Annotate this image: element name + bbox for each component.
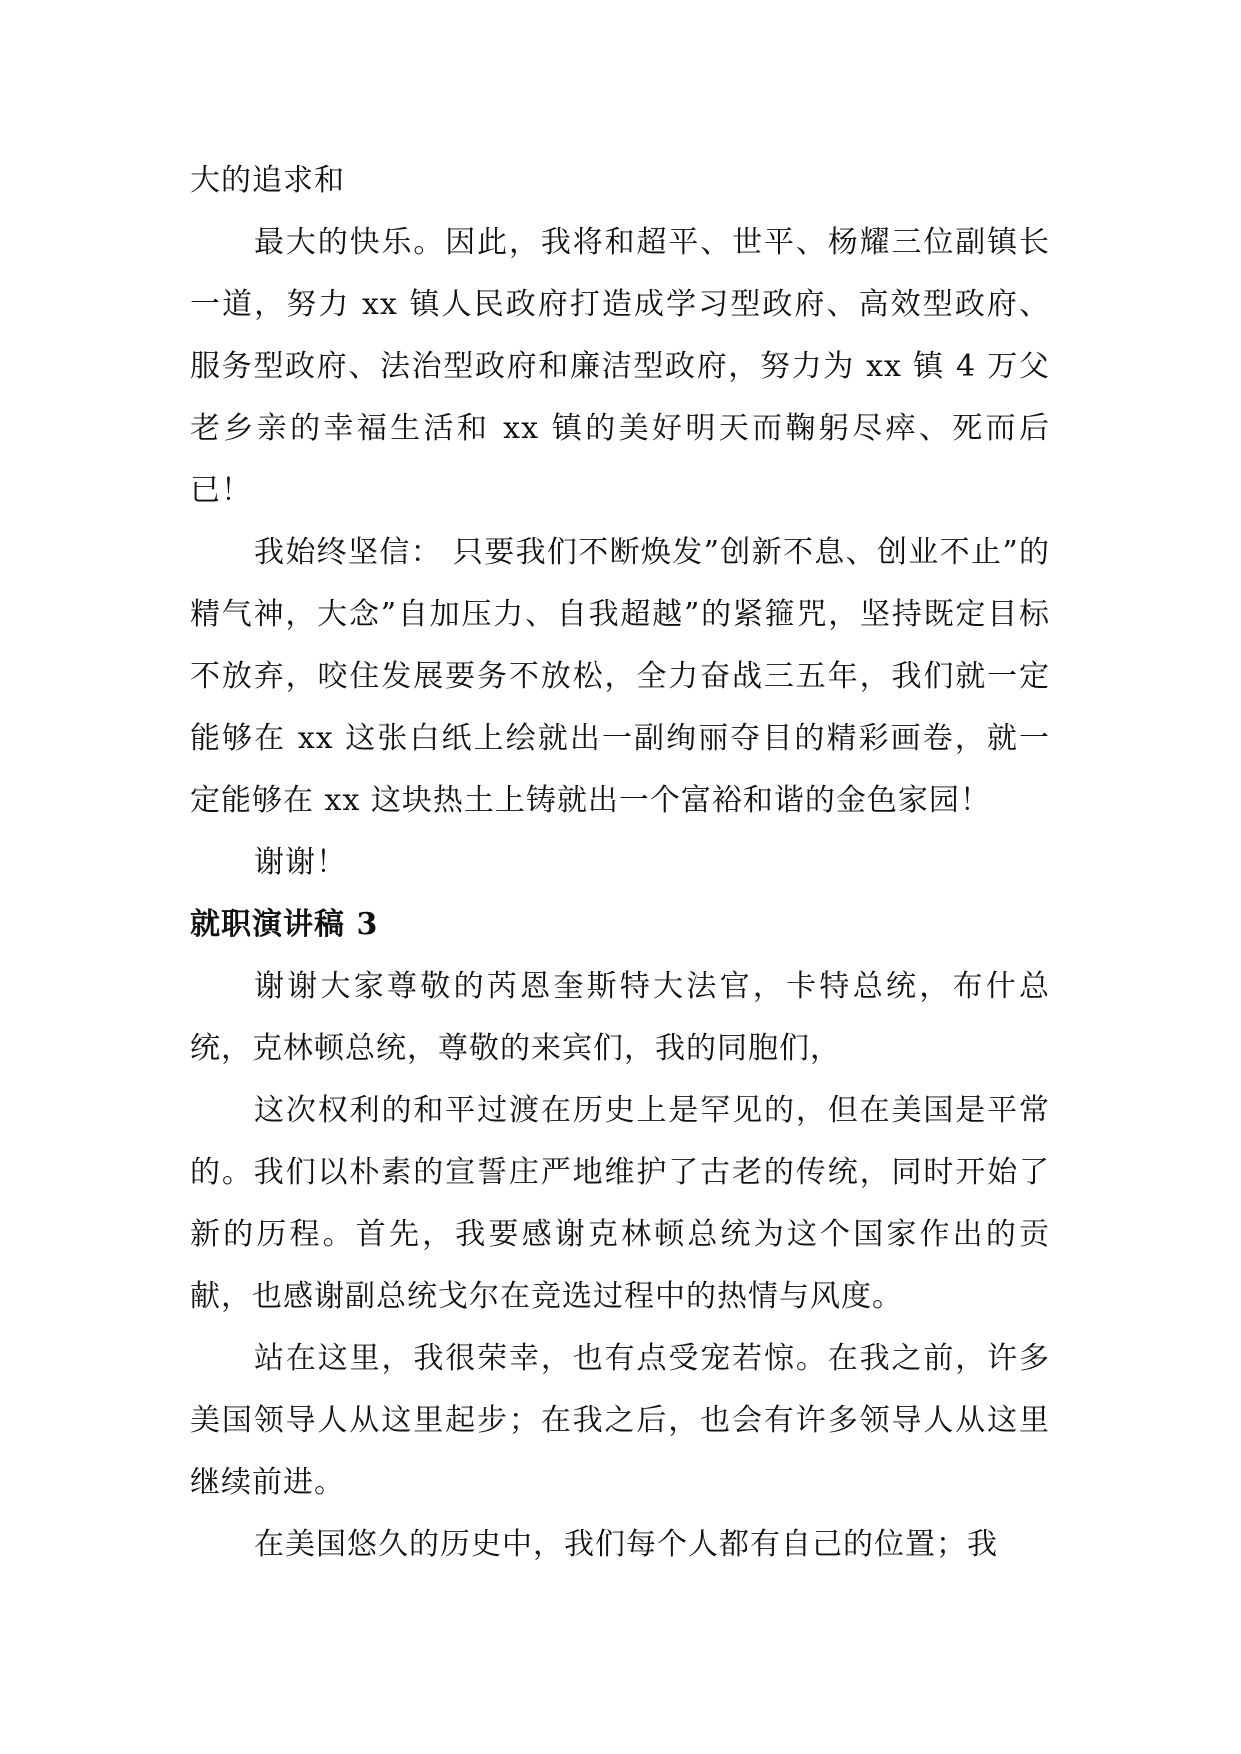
paragraph-history: 在美国悠久的历史中，我们每个人都有自己的位置；我 [254,1527,998,1562]
section-title: 就职演讲稿 3 [190,907,379,942]
paragraph-commitment: 最大的快乐。因此，我将和超平、世平、杨耀三位副镇长一道，努力 xx 镇人民政府打造成学习型政府、高效型政府、服务型政府、法治型政府和廉洁型政府，努力为 xx 镇 4 万父老乡亲的幸福生活和 xx 镇的美好明天而鞠躬尽瘁、死而后已！ [190,225,1050,508]
paragraph-continuation: 大的追求和 [190,163,345,198]
paragraph-greeting: 谢谢大家尊敬的芮恩奎斯特大法官，卡特总统，布什总统，克林顿总统，尊敬的来宾们，我的同胞们， [190,969,1050,1066]
paragraph-belief: 我始终坚信： 只要我们不断焕发”创新不息、创业不止”的精气神，大念”自加压力、自我超越”的紧箍咒，坚持既定目标不放弃，咬住发展要务不放松，全力奋战三五年，我们就一定能够在 xx 这张白纸上绘就出一副绚丽夺目的精彩画卷，就一定能够在 xx 这块热土上铸就出一个富裕和谐的金色家园！ [190,535,1050,818]
document-page [190,150,1050,1576]
paragraph-honor: 站在这里，我很荣幸，也有点受宠若惊。在我之前，许多美国领导人从这里起步；在我之后，也会有许多领导人从这里继续前进。 [190,1341,1050,1500]
paragraph-thanks: 谢谢！ [254,845,347,880]
paragraph-transition: 这次权利的和平过渡在历史上是罕见的，但在美国是平常的。我们以朴素的宣誓庄严地维护了古老的传统，同时开始了新的历程。首先，我要感谢克林顿总统为这个国家作出的贡献，也感谢副总统戈尔在竞选过程中的热情与风度。 [190,1093,1050,1314]
